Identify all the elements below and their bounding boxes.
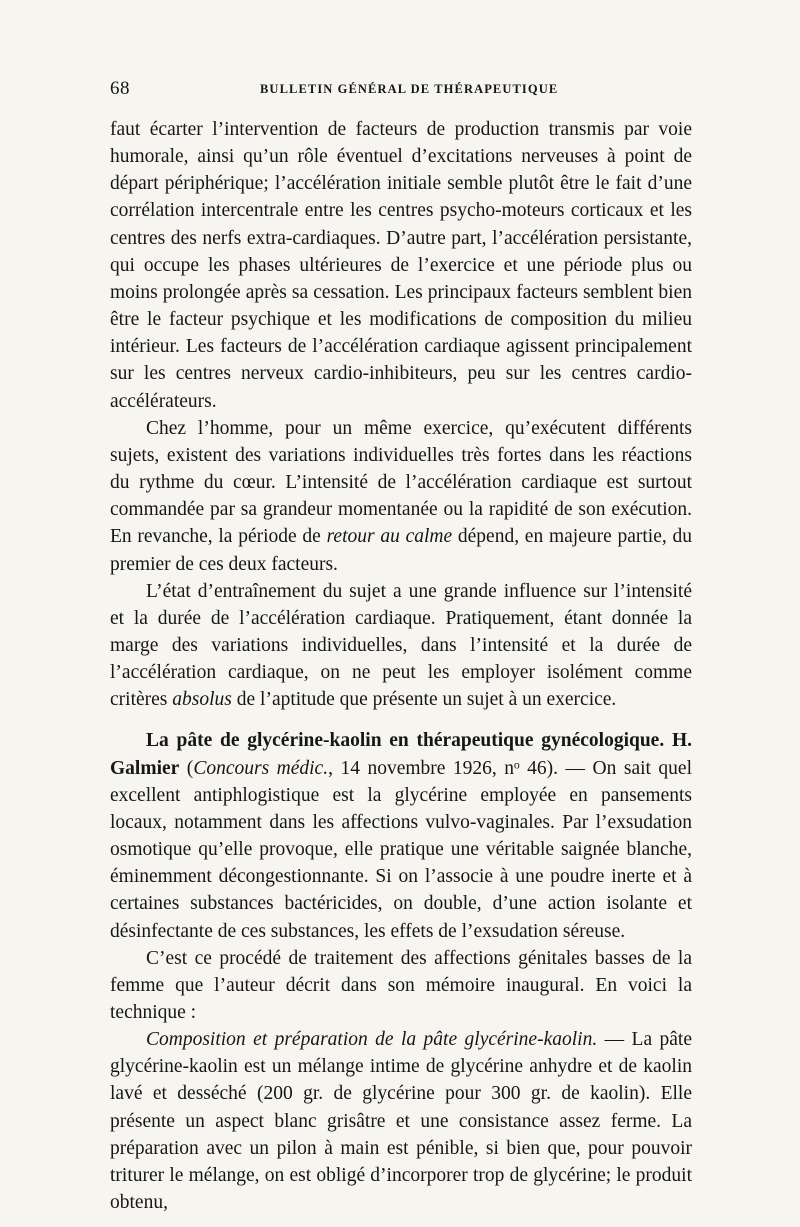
paragraph-text: Chez l’homme, pour un même exercice, qu’exécutent différents sujets, existent des variations individuelles très fortes dans les réactions du rythme du cœur. L’intensité de l’accélération cardiaque est surtout commandée par sa grandeur momentanée ou la rapidité de son exécution. En revanche, la période de xyxy=(110,417,692,548)
paragraph-text: de l’aptitude que présente un sujet à un exercice. xyxy=(231,689,617,711)
article-glycerine-kaolin xyxy=(110,727,692,944)
paragraph-text: — On sait quel excellent antiphlogistique est la glycérine employée en pansements locaux, notamment dans les affections vulvo-vaginales. Par l’exsudation osmotique qu’elle provoque, elle pratique une véritable saignée blanche, éminemment décongestionnante. Si on l’associe à une poudre inerte et à certaines substances bactéricides, on double, d’une action isolante et désinfectante de ces substances, les effets de l’exsudation séreuse. xyxy=(110,757,692,942)
paragraph-text: C’est ce procédé de traitement des affections génitales basses de la femme que l’auteur décrit dans son mémoire inaugural. En voici la technique : xyxy=(110,947,692,1023)
page-number: 68 xyxy=(110,78,130,99)
paragraph-text: L’état d’entraînement du sujet a une grande influence sur l’intensité et la durée de l’accélération cardiaque. Pratiquement, étant donnée la marge des variations individuelles, dans l’intensité et la durée de l’accélération cardiaque, on ne peut les employer isolément comme critères xyxy=(110,580,692,711)
journal-title: BULLETIN GÉNÉRAL DE THÉRAPEUTIQUE xyxy=(260,82,559,96)
paragraph-text: faut écarter l’intervention de facteurs de production transmis par voie humorale, ainsi qu’un rôle éventuel d’excitations nerveuses à point de départ périphérique; l’accélération initiale semble plutôt être le fait d’une corrélation intercentrale entre les centres psycho-moteurs corticaux et les centres des nerfs extra-cardiaques. D’autre part, l’accélération persistante, qui occupe les phases ultérieures de l’exercice et une période plus ou moins prolongée après sa cessation. Les principaux facteurs semblent bien être le facteur psychique et les modifications de composition du milieu intérieur. Les facteurs de l’accélération cardiaque agissent principalement sur les centres nerveux cardio-inhibiteurs, peu sur les centres cardio-accélérateurs. xyxy=(110,119,692,412)
paragraph-continuation xyxy=(110,116,692,415)
paragraph-heart-rhythm xyxy=(110,415,692,578)
paragraph-text: — La pâte glycérine-kaolin est un mélange intime de glycérine anhydre et de kaolin lavé et desséché (200 gr. de glycérine pour 300 gr. de kaolin). Elle présente un aspect blanc grisâtre et une consistance assez ferme. La préparation avec un pilon à main est pénible, si bien que, pour pouvoir triturer le mélange, on est obligé d’incorporer trop de glycérine; le produit obtenu, xyxy=(110,1029,692,1214)
paragraph-text: dépend, en majeure partie, du premier de ces deux facteurs. xyxy=(110,526,692,575)
reference-text: ( xyxy=(179,757,194,779)
body-text xyxy=(110,116,692,1216)
paragraph-training xyxy=(110,578,692,714)
reference-source: Concours médic. xyxy=(193,757,329,779)
emphasis-text: absolus xyxy=(172,689,232,711)
reference-text: , 14 novembre 1926, nᵒ 46). xyxy=(328,757,559,779)
section-subtitle: Composition et préparation de la pâte glycérine-kaolin. xyxy=(146,1029,598,1051)
paragraph-procedure xyxy=(110,945,692,1026)
paragraph-composition xyxy=(110,1026,692,1216)
emphasis-text: retour au calme xyxy=(326,526,453,548)
running-head xyxy=(110,78,690,104)
article-title: La pâte de glycérine-kaolin en thérapeutique gynécologique. H. Galmier xyxy=(110,730,692,779)
